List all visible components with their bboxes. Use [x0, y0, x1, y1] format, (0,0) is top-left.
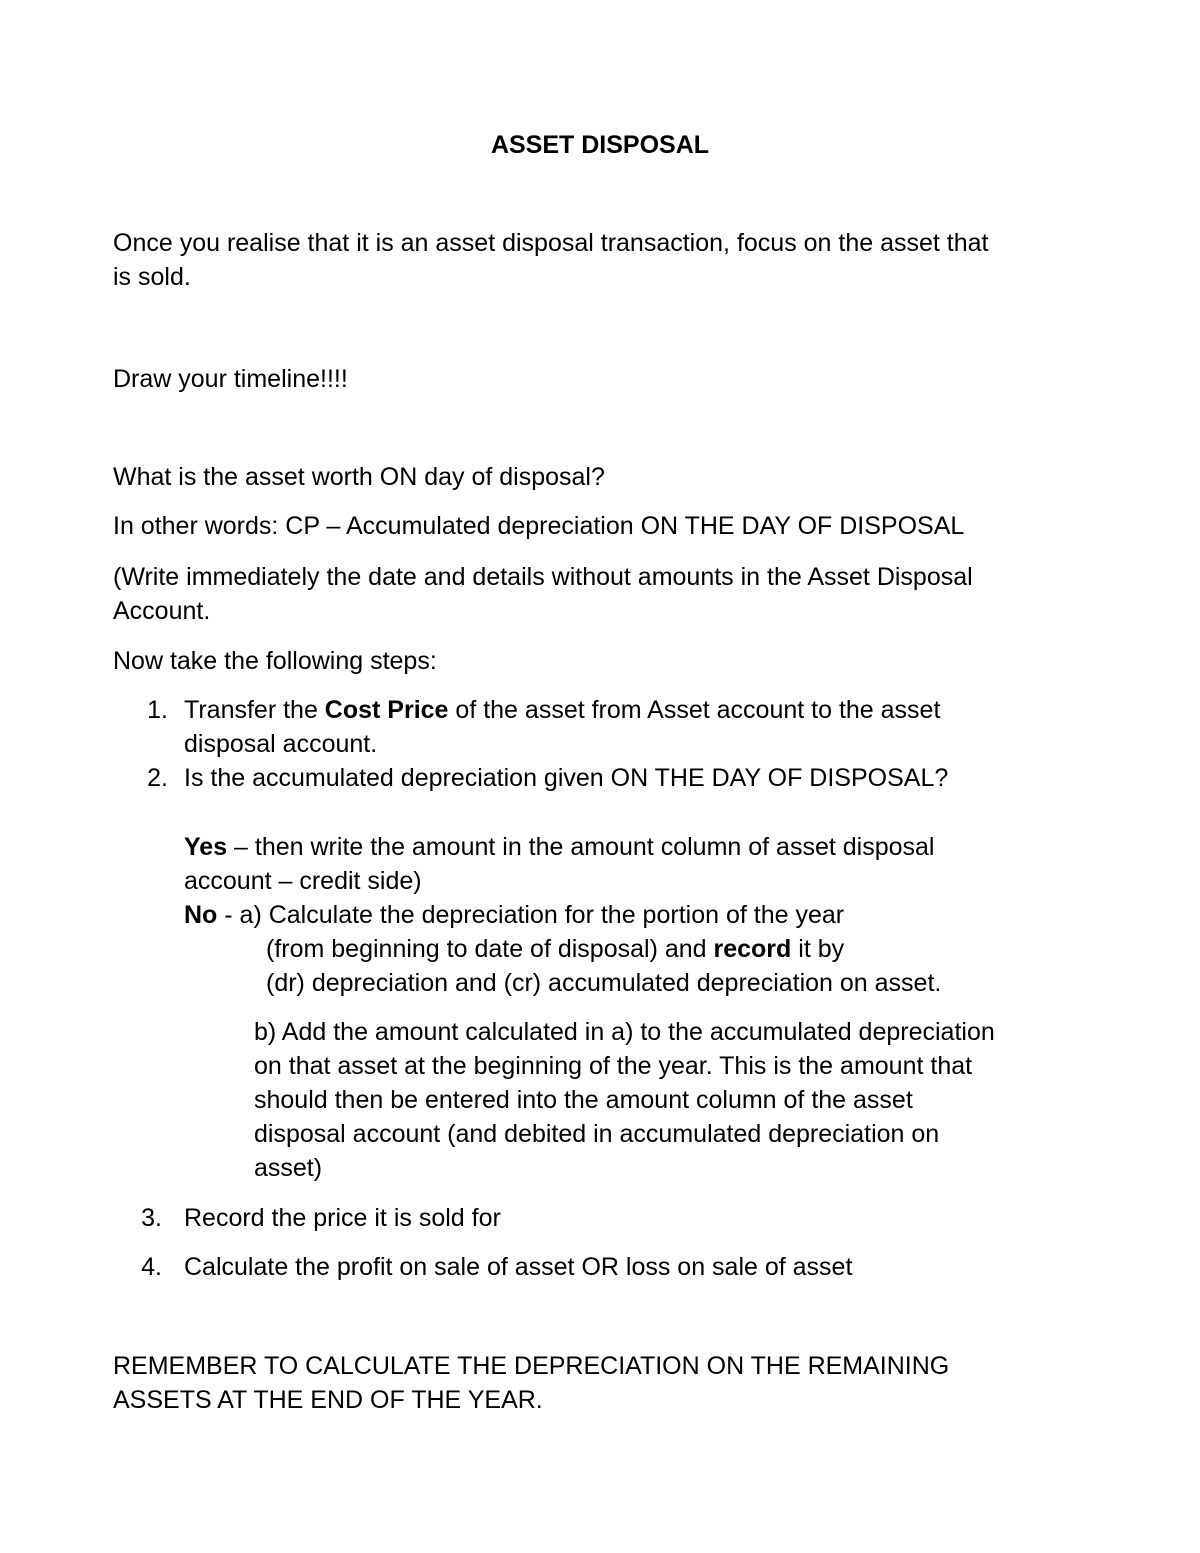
other-words-line: In other words: CP – Accumulated depreciation ON THE DAY OF DISPOSAL [113, 512, 965, 540]
step-number: 2. [147, 764, 168, 792]
step-1-post: of the asset from Asset account to the asset [448, 696, 941, 724]
no-line2-post: it by [791, 935, 845, 963]
remember-note-line: REMEMBER TO CALCULATE THE DEPRECIATION ON THE REMAINING [113, 1352, 950, 1380]
step-number: 1. [147, 696, 168, 724]
step-1-text [184, 693, 940, 727]
no-line2-pre: (from beginning to date of disposal) and [266, 935, 714, 963]
yes-branch-line2: account – credit side) [184, 867, 422, 895]
step-2-text: Is the accumulated depreciation given ON THE DAY OF DISPOSAL? [184, 764, 949, 792]
remember-note-line: ASSETS AT THE END OF THE YEAR. [113, 1386, 543, 1414]
no-branch-line3: (dr) depreciation and (cr) accumulated depreciation on asset. [266, 969, 942, 997]
intro-paragraph-line: Once you realise that it is an asset disposal transaction, focus on the asset that [113, 229, 989, 257]
no-branch-line2 [266, 932, 844, 966]
intro-paragraph-line: is sold. [113, 263, 191, 291]
page-title: ASSET DISPOSAL [490, 131, 710, 159]
step-number: 4. [141, 1253, 162, 1281]
worth-question: What is the asset worth ON day of disposal? [113, 463, 605, 491]
step-1-bold: Cost Price [324, 696, 449, 724]
timeline-instruction: Draw your timeline!!!! [113, 365, 348, 393]
no-branch [184, 898, 844, 932]
yes-text: – then write the amount in the amount column of asset disposal [227, 833, 935, 861]
b-paragraph-line: on that asset at the beginning of the year. This is the amount that [254, 1052, 973, 1080]
step-3-text: Record the price it is sold for [184, 1204, 501, 1232]
yes-branch [184, 830, 934, 864]
steps-intro: Now take the following steps: [113, 647, 437, 675]
no-text: - a) Calculate the depreciation for the portion of the year [217, 901, 845, 929]
b-paragraph-line: disposal account (and debited in accumulated depreciation on [254, 1120, 940, 1148]
step-number: 3. [141, 1204, 162, 1232]
write-instruction-line: Account. [113, 597, 211, 625]
step-1-text-line2: disposal account. [184, 730, 378, 758]
yes-label: Yes [184, 833, 228, 861]
b-paragraph-line: should then be entered into the amount column of the asset [254, 1086, 913, 1114]
step-1-pre: Transfer the [184, 696, 325, 724]
write-instruction-line: (Write immediately the date and details without amounts in the Asset Disposal [113, 563, 973, 591]
step-4-text: Calculate the profit on sale of asset OR loss on sale of asset [184, 1253, 853, 1281]
b-paragraph-line: b) Add the amount calculated in a) to the accumulated depreciation [254, 1018, 995, 1046]
b-paragraph-line: asset) [254, 1154, 323, 1182]
no-label: No [184, 901, 218, 929]
record-bold: record [713, 935, 792, 963]
